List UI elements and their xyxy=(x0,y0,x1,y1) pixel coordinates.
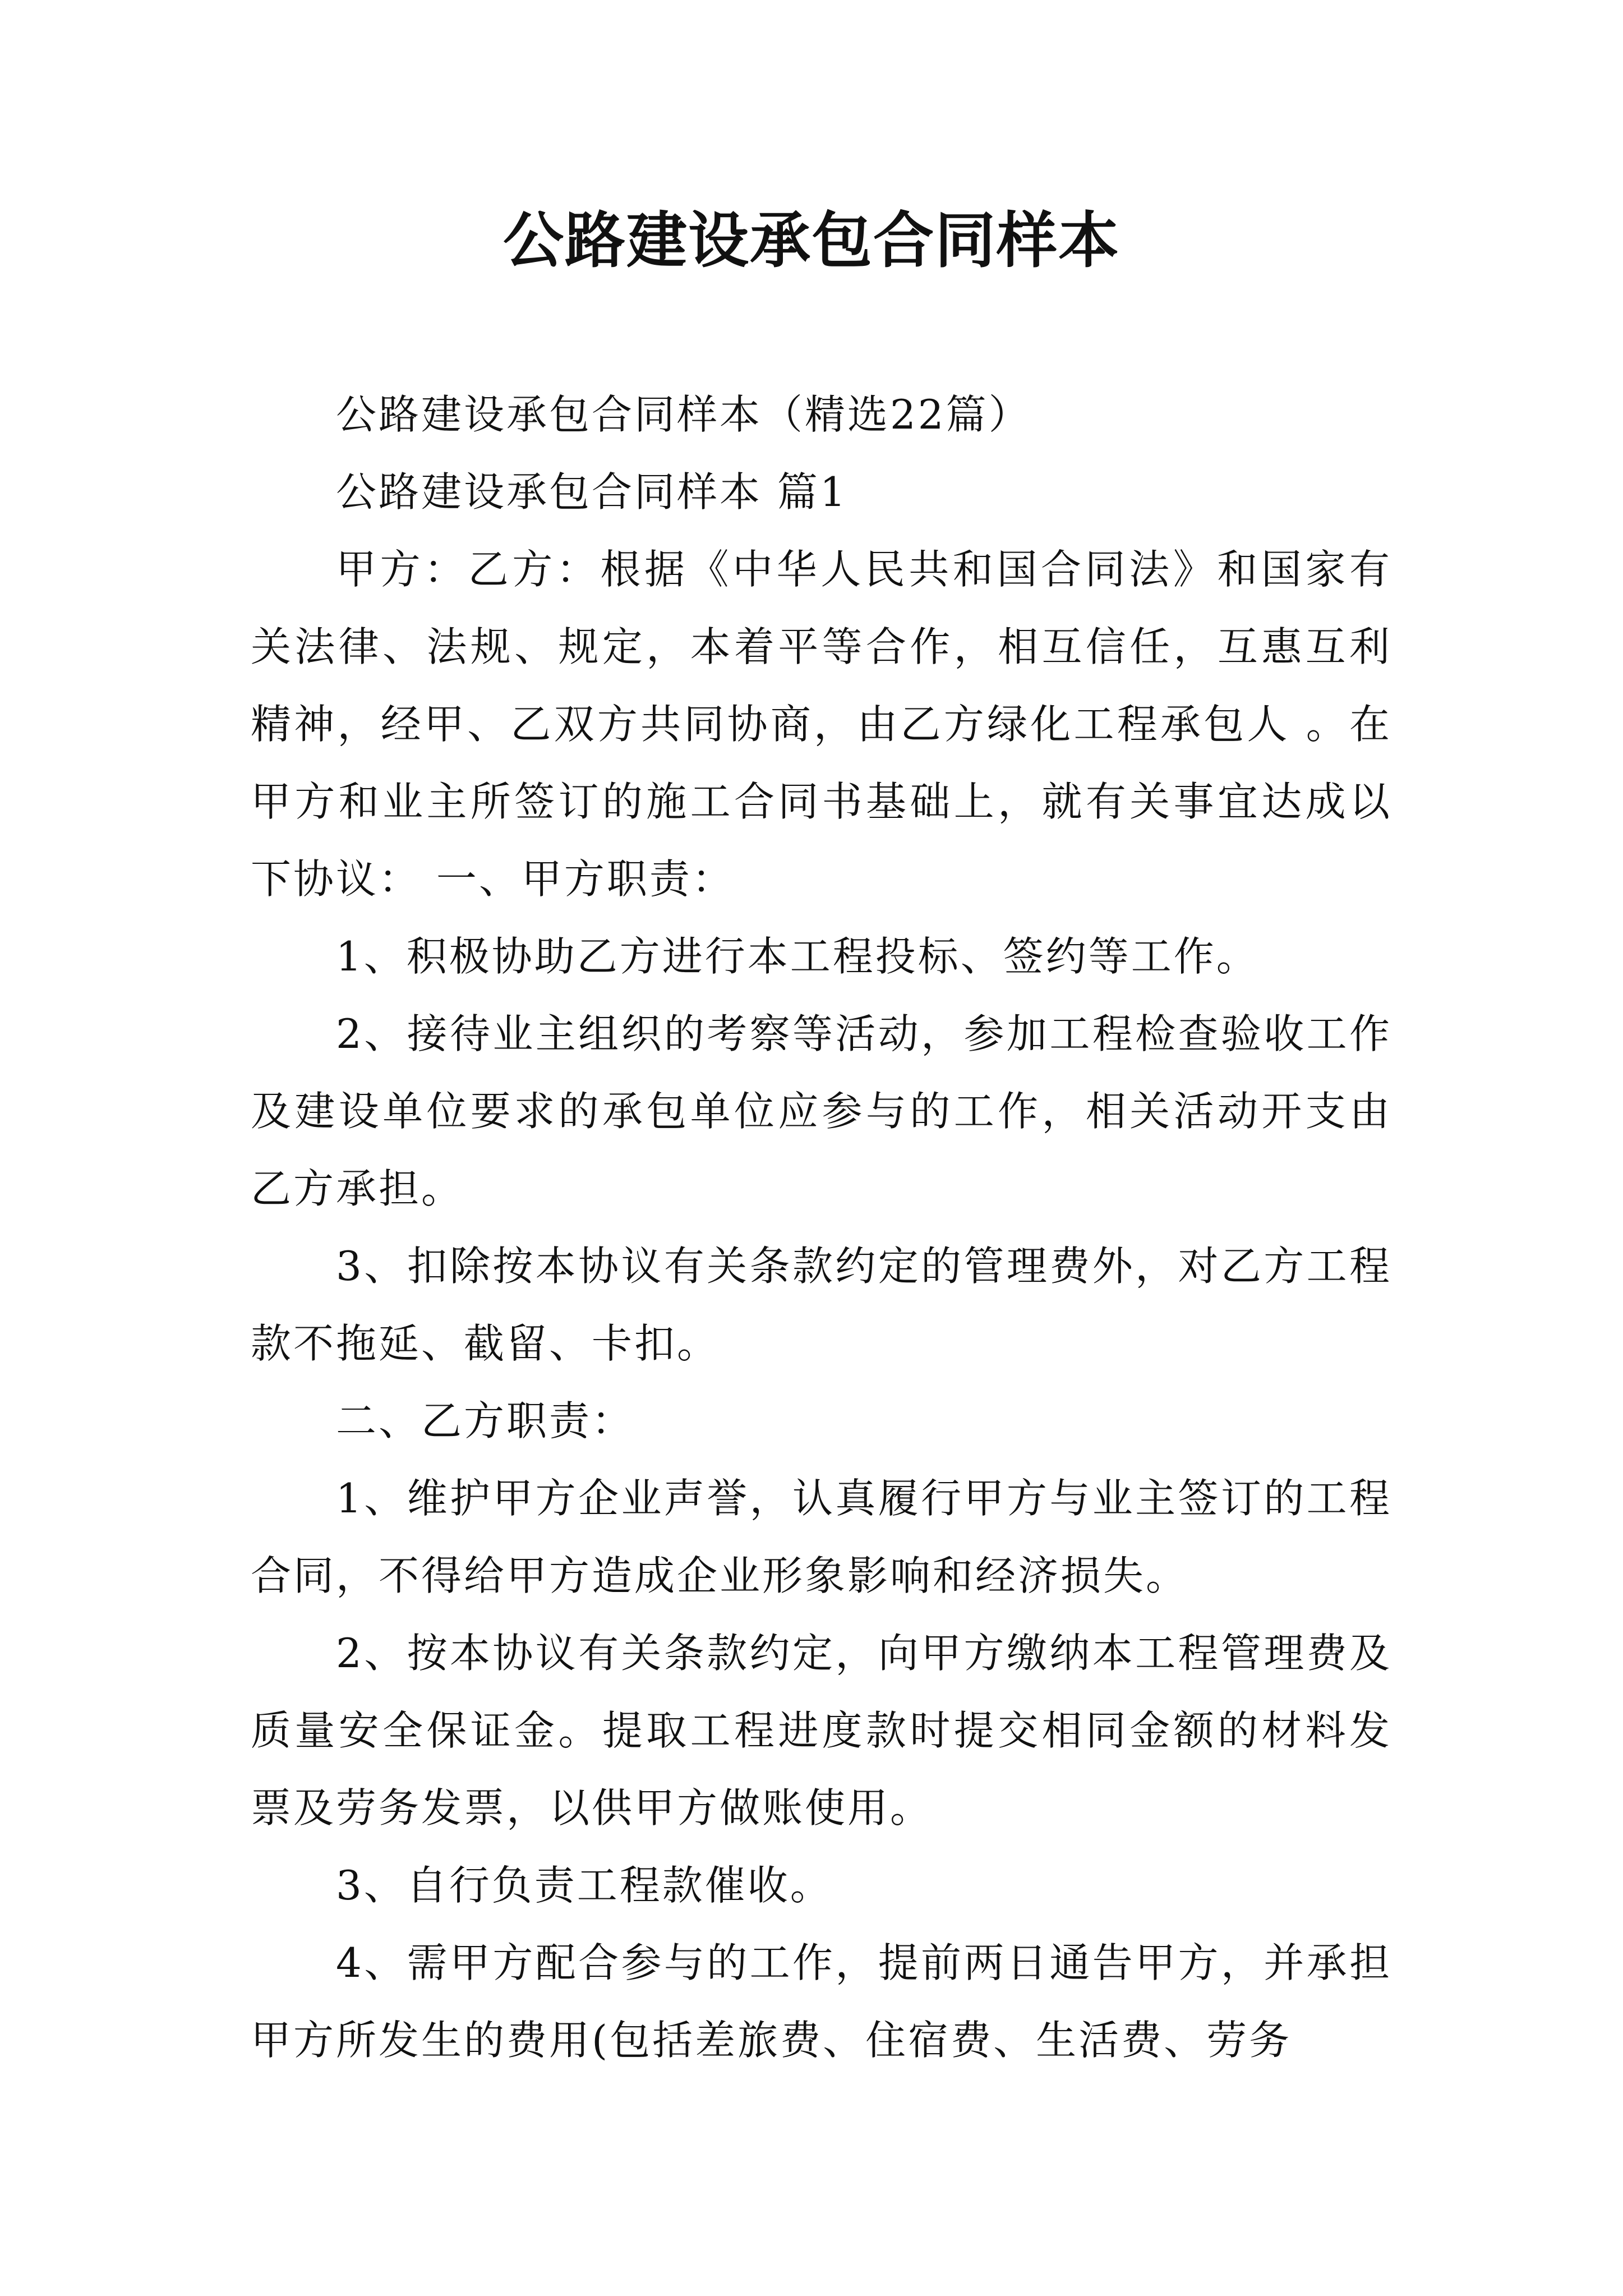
paragraph: 3、自行负责工程款催收。 xyxy=(336,1862,833,1909)
paragraph: 公路建设承包合同样本（精选22篇） xyxy=(336,391,1031,438)
paragraph: 2、接待业主组织的考察等活动，参加工程检查验收工作及建设单位要求的承包单位应参与的工作，相关活动开支由乙方承担。 xyxy=(251,1010,1392,1212)
paragraph: 2、按本协议有关条款约定，向甲方缴纳本工程管理费及质量安全保证金。提取工程进度款时提交相同金额的材料发票及劳务发票，以供甲方做账使用。 xyxy=(251,1630,1392,1832)
paragraph: 1、积极协助乙方进行本工程投标、签约等工作。 xyxy=(336,933,1259,980)
paragraph: 4、需甲方配合参与的工作，提前两日通告甲方，并承担甲方所发生的费用(包括差旅费、住宿费、生活费、劳务 xyxy=(251,1939,1392,2064)
paragraph: 公路建设承包合同样本 篇1 xyxy=(336,468,848,516)
document-body xyxy=(251,376,1392,2079)
document-title: 公路建设承包合同样本 xyxy=(502,206,1120,276)
paragraph: 3、扣除按本协议有关条款约定的管理费外，对乙方工程款不拖延、截留、卡扣。 xyxy=(251,1243,1392,1367)
paragraph: 二、乙方职责： xyxy=(336,1397,635,1444)
paragraph: 甲方：乙方：根据《中华人民共和国合同法》和国家有关法律、法规、规定，本着平等合作，相互信任，互惠互利精神，经甲、乙双方共同协商，由乙方绿化工程承包人 。在甲方和业主所签订的施工合同书基础上，就有关事宜达成以下协议： 一、甲方职责： xyxy=(251,546,1392,903)
paragraph: 1、维护甲方企业声誉，认真履行甲方与业主签订的工程合同，不得给甲方造成企业形象影响和经济损失。 xyxy=(251,1475,1392,1599)
